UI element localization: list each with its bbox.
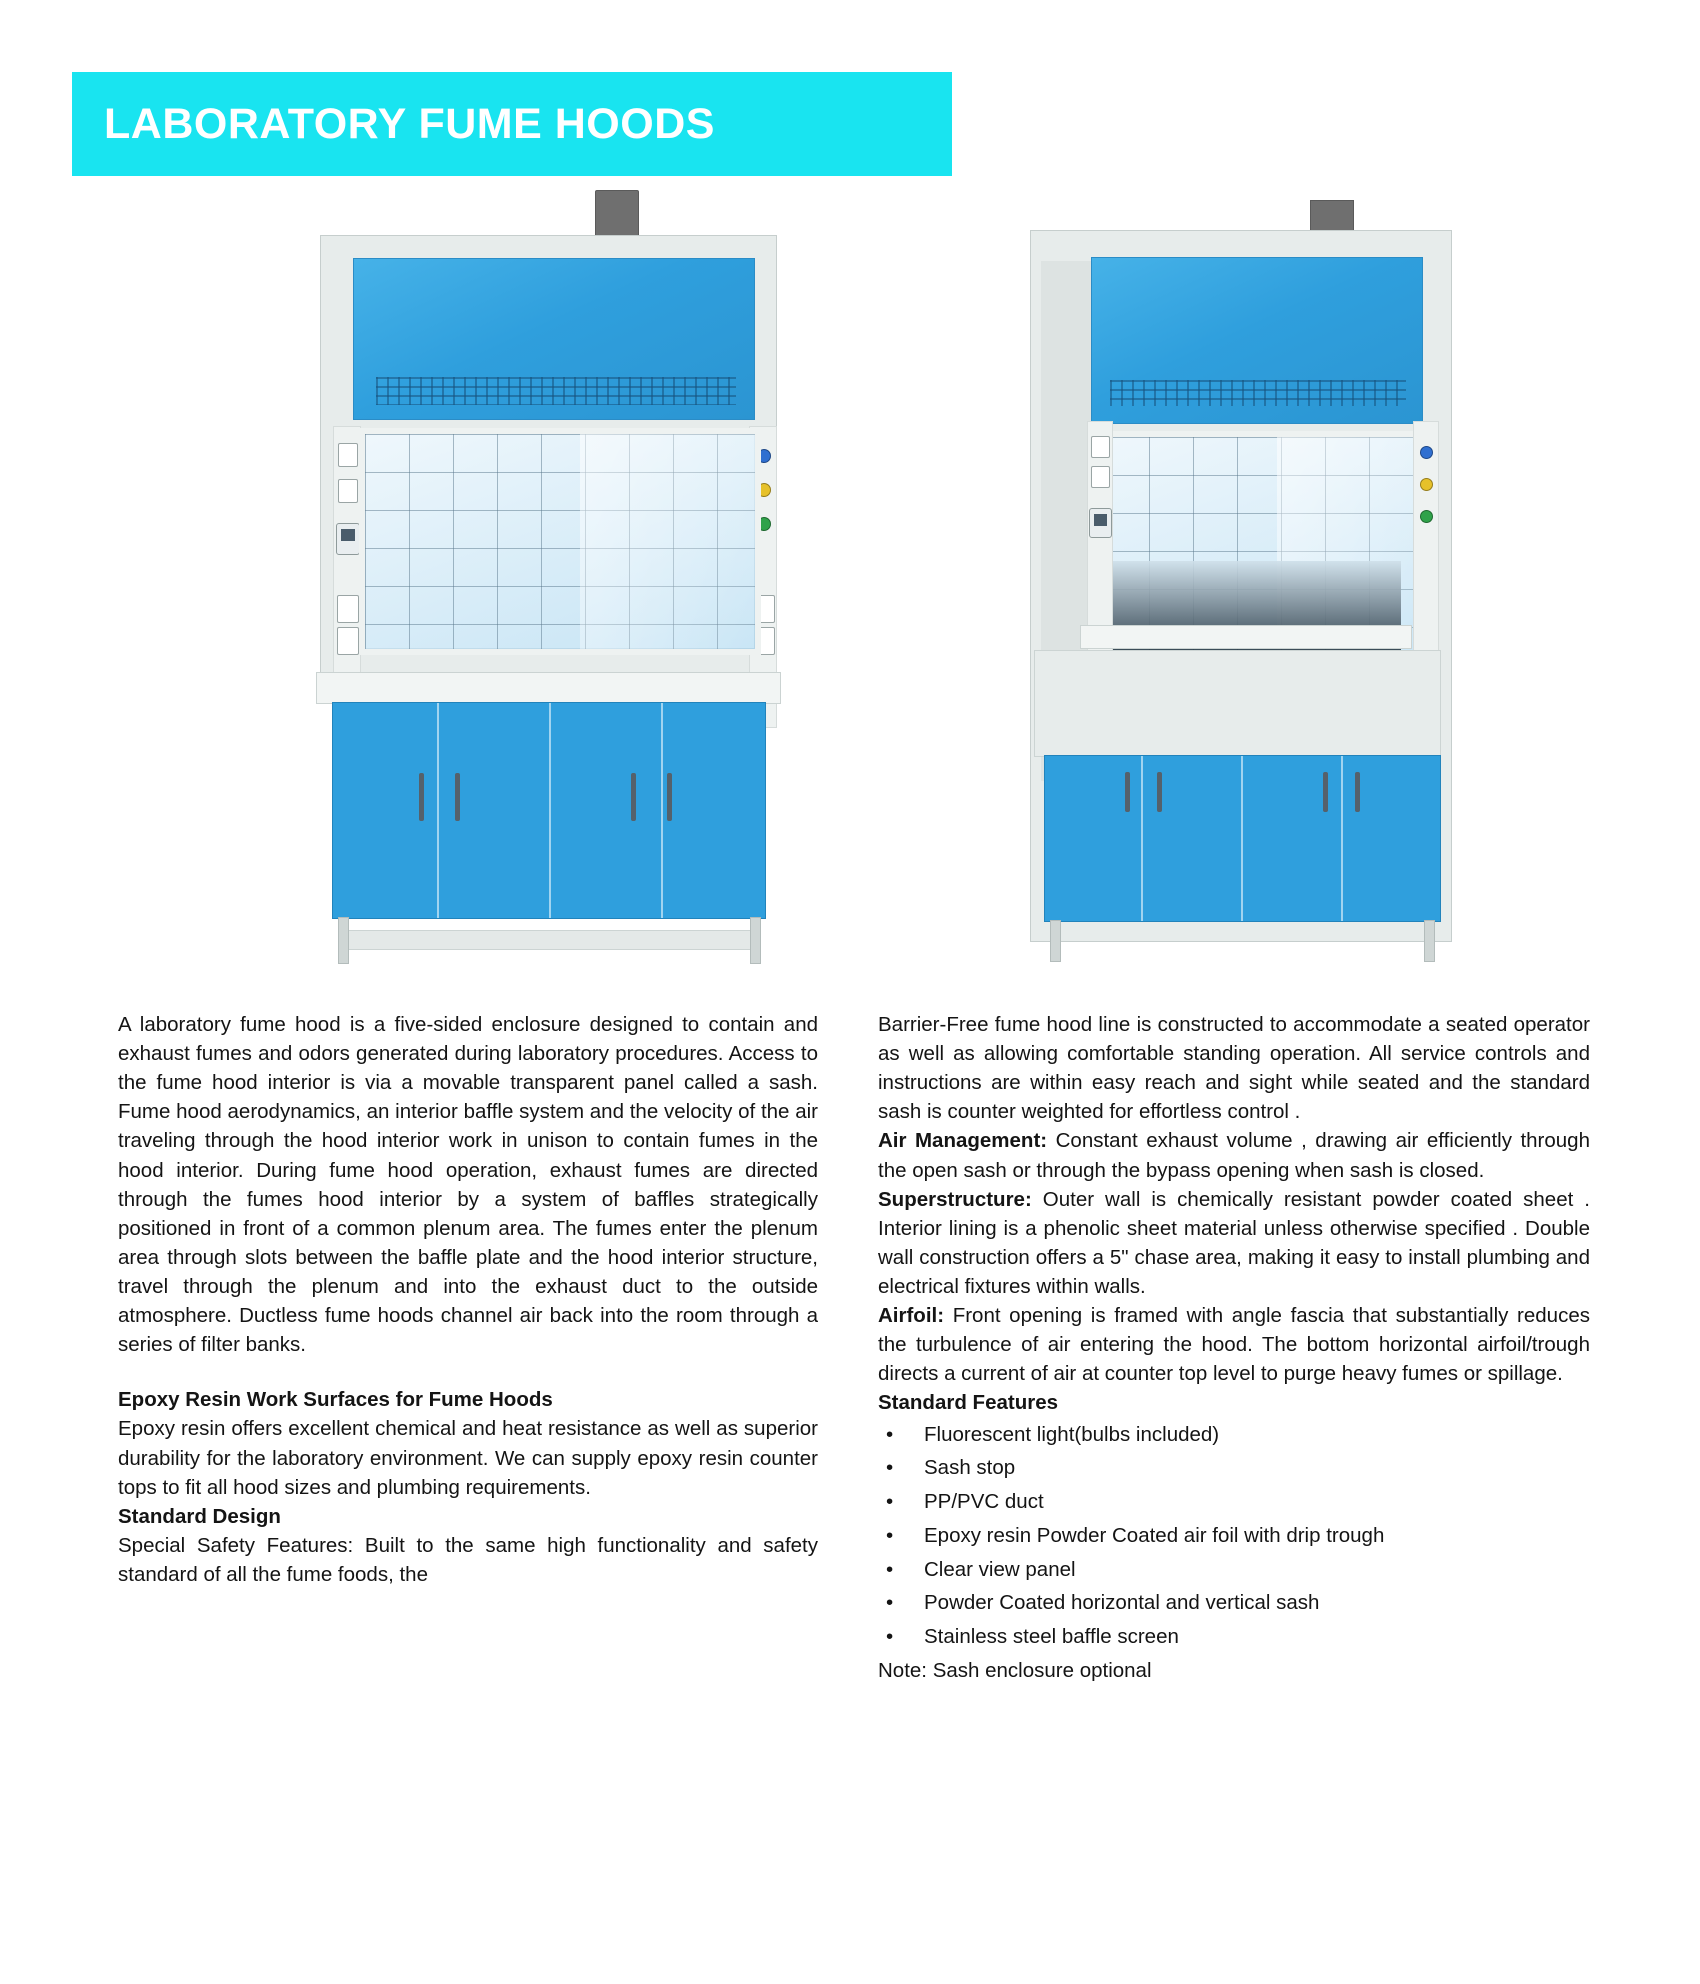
cabinet-handle [455,773,460,821]
support-leg [338,917,349,964]
right-service-column [1413,421,1439,653]
service-fixture-a [338,443,358,467]
support-leg [750,917,761,964]
fume-hood-image-right [1020,200,1450,990]
electrical-outlet-left-lower [337,627,359,655]
list-item [878,1420,1590,1451]
cabinet-door-divider [1141,756,1143,921]
cabinet-door-divider [1341,756,1343,921]
valve-knob-green [1420,510,1433,523]
left-text-column [118,1010,818,1589]
base-cabinet [1044,755,1441,922]
intro-paragraph-left: A laboratory fume hood is a five-sided enclosure designed to contain and exhaust fumes and odors generated during laboratory procedures. Access to the fume hood interior is via a movable transparent panel called a sash. Fume hood aerodynamics, an interior baffle system and the velocity of the air traveling through the hood interior work in unison to contain fumes in the hood interior. During fume hood operation, exhaust fumes are directed through the fumes hood interior by a system of baffles strategically positioned in front of a common plenum area. The fumes enter the plenum area through slots between the baffle plate and the hood interior structure, travel through the plenum and into the exhaust duct to the outside atmosphere. Ductless fume hoods channel air back into the room through a series of filter banks. [118,1013,818,1357]
section-air-management [878,1126,1590,1184]
paragraph-spacer [118,1359,818,1385]
list-item [878,1622,1590,1653]
section-text-air-management: Constant exhaust volume , drawing air efficiently through the open sash or through the bypass opening when sash is closed. [878,1129,1590,1182]
epoxy-heading: Epoxy Resin Work Surfaces for Fume Hoods [118,1388,553,1412]
list-item-label: Sash stop [924,1456,1016,1480]
bullet-glyph: • [886,1422,894,1446]
page-header-banner [72,72,952,176]
cabinet-handle [631,773,636,821]
section-label-airfoil: Airfoil: [878,1304,945,1328]
epoxy-body: Epoxy resin offers excellent chemical and heat resistance as well as superior durability for the laboratory environment. We can supply epoxy resin counter tops to fit all hood sizes and plumbing requirements. [118,1417,818,1499]
right-text-column [878,1010,1590,1685]
product-images [0,190,1700,1000]
service-fixture-b [338,479,358,503]
glass-reflection [580,434,756,649]
valve-knob-yellow [1420,478,1433,491]
standard-design-heading: Standard Design [118,1504,281,1528]
list-item-label: Epoxy resin Powder Coated air foil with drip trough [924,1523,1385,1547]
list-item-label: Clear view panel [924,1557,1076,1581]
bullet-glyph: • [886,1523,894,1547]
section-label-air-management: Air Management: [878,1129,1048,1153]
cabinet-handle [419,773,424,821]
intro-paragraph-right: Barrier-Free fume hood line is constructed to accommodate a seated operator as well as allowing comfortable standing operation. All service controls and instructions are within easy reach and sight while seated and the standard sash is counter weighted for effortless control . [878,1013,1590,1124]
standard-features-list [878,1420,1590,1653]
support-leg [1424,920,1435,962]
exhaust-duct [595,190,639,237]
section-label-superstructure: Superstructure: [878,1187,1032,1211]
hood-superstructure [320,235,777,677]
service-fixture-a [1091,436,1110,458]
list-item [878,1487,1590,1518]
perforated-bypass-grille [1110,380,1406,406]
cabinet-door-divider [549,703,551,918]
section-superstructure [878,1185,1590,1301]
list-item [878,1453,1590,1484]
service-fixture-b [1091,466,1110,488]
standard-features-heading: Standard Features [878,1391,1058,1415]
base-cabinet [332,702,766,919]
list-item [878,1555,1590,1586]
bullet-glyph: • [886,1557,894,1581]
page-title: LABORATORY FUME HOODS [104,99,715,148]
left-service-column [1087,421,1113,653]
sash-enclosure-note: Note: Sash enclosure optional [878,1658,1152,1682]
list-item-label: Powder Coated horizontal and vertical sash [924,1591,1320,1615]
electrical-outlet-left-upper [337,595,359,623]
cabinet-door-divider [1241,756,1243,921]
epoxy-resin-worktop [1080,625,1412,649]
cabinet-handle [667,773,672,821]
bullet-glyph: • [886,1625,894,1649]
movable-sash [359,428,761,655]
airflow-monitor [336,523,360,555]
bullet-glyph: • [886,1456,894,1480]
standard-design-body: Special Safety Features: Built to the same high functionality and safety standard of all the fume foods, the [118,1533,818,1586]
valve-knob-blue [1420,446,1433,459]
list-item-label: Stainless steel baffle screen [924,1625,1179,1649]
section-text-airfoil: Front opening is framed with angle fascia that substantially reduces the turbulence of air entering the hood. The bottom horizontal airfoil/trough directs a current of air at counter top level to purge heavy fumes or spillage. [878,1304,1590,1386]
lower-enclosure [1034,650,1441,757]
cabinet-door-divider [437,703,439,918]
fume-hood-image-left [310,190,790,995]
cabinet-handle [1355,772,1360,812]
toe-kick [346,930,753,950]
cabinet-handle [1125,772,1130,812]
section-airfoil [878,1301,1590,1388]
bullet-glyph: • [886,1490,894,1514]
cabinet-door-divider [661,703,663,918]
airflow-monitor [1089,508,1112,538]
cabinet-handle [1157,772,1162,812]
support-leg [1050,920,1061,962]
list-item-label: PP/PVC duct [924,1490,1044,1514]
list-item-label: Fluorescent light(bulbs included) [924,1422,1220,1446]
bypass-panel [1091,257,1423,424]
cabinet-handle [1323,772,1328,812]
perforated-bypass-grille [376,377,736,405]
section-text-superstructure: Outer wall is chemically resistant powder coated sheet . Interior lining is a phenolic sheet material unless otherwise specified . Double wall construction offers a 5" chase area, making it easy to install plumbing and electrical fixtures within walls. [878,1187,1590,1298]
bypass-panel [353,258,755,420]
epoxy-resin-worktop [316,672,781,704]
list-item [878,1588,1590,1619]
list-item [878,1521,1590,1552]
bullet-glyph: • [886,1591,894,1615]
